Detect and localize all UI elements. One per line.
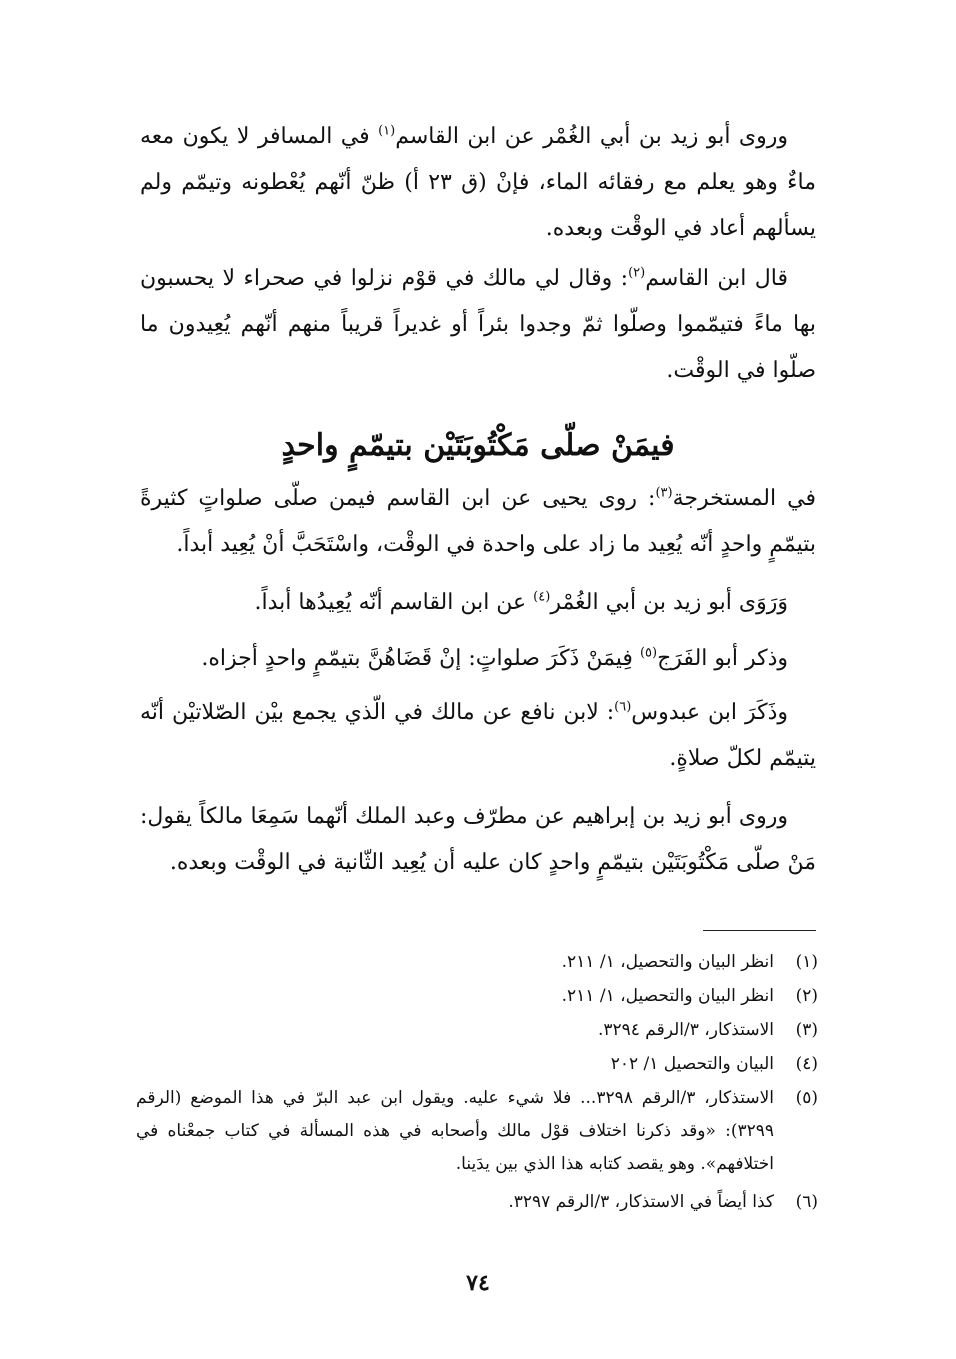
paragraph-5: وذكر أبو الفَرَج$^{(٥)}$ فِيمَنْ ذَكَرَ صلواتٍ: إنْ قَضَاهُنَّ بتيمّمٍ واحدٍ أجزاه. — [201, 645, 788, 671]
footnote-number: (٢) — [795, 986, 818, 1006]
footnote-text: كذا أيضاً في الاستذكار، ٣/الرقم ٣٢٩٧. — [508, 1192, 774, 1212]
footnote-number: (٥) — [795, 1088, 818, 1108]
footnote-text: البيان والتحصيل ١/ ٢٠٢ — [610, 1054, 774, 1074]
footnote-text: انظر البيان والتحصيل، ١/ ٢١١. — [561, 986, 774, 1006]
footnote-text: انظر البيان والتحصيل، ١/ ٢١١. — [561, 952, 774, 972]
footnote-text: الاستذكار، ٣/الرقم ٣٢٩٨... فلا شيء عليه. ويقول ابن عبد البرّ في هذا الموضع (الرقم ٣٢٩٩): «وقد ذكرنا اختلاف قوْل مالك وأصحابه في هذه المسألة في كتاب جمعْناه في اختلافهم». وهو يقصد كتابه هذا الذي بين يدَينا. — [136, 1088, 774, 1174]
footnote-ref-1[interactable]: (١) — [378, 123, 396, 139]
footnote-text: الاستذكار، ٣/الرقم ٣٢٩٤. — [597, 1020, 774, 1040]
footnote-number: (٣) — [795, 1020, 818, 1040]
footnote-4 — [136, 1048, 818, 1081]
paragraph-4: وَرَوَى أبو زيد بن أبي الغُمْر$^{(٤)}$ عن ابن القاسم أنّه يُعِيدُها أبداً. — [254, 589, 788, 615]
footnote-number: (٤) — [795, 1054, 818, 1074]
footnote-ref-6[interactable]: (٦) — [614, 699, 632, 715]
footnote-ref-2[interactable]: (٢) — [628, 265, 646, 281]
paragraph-2: قال ابن القاسم$^{(٢)}$: وقال لي مالك في قوْم نزلوا في صحراء لا يحسبون بها ماءً فتيمّموا وصلّوا ثمّ وجدوا بئراً أو غديراً قريباً منهم أنّهم يُعِيدون ما صلّوا في الوقْت. — [140, 265, 816, 383]
paragraph-1: وروى أبو زيد بن أبي الغُمْر عن ابن القاسم$^{(١)}$ في المسافر لا يكون معه ماءٌ وهو يعلم مع رفقائه الماء، فإنْ (ق ٢٣ أ) ظنّ أنّهم يُعْطونه وتيمّم ولم يسألهم أعاد في الوقْت وبعده. — [140, 123, 816, 241]
footnote-3 — [136, 1014, 818, 1047]
section-heading: فيمَنْ صلّى مَكْتُوبَتَيْن بتيمّمٍ واحدٍ — [281, 428, 675, 463]
paragraph-6: وذَكَرَ ابن عبدوس$^{(٦)}$: لابن نافع عن مالك في الّذي يجمع بيْن الصّلاتيْن أنّه يتيمّم لكلّ صلاةٍ. — [140, 699, 816, 771]
footnote-2 — [136, 980, 818, 1013]
footnote-divider — [703, 930, 816, 931]
footnote-number: (٦) — [795, 1192, 818, 1212]
footnote-5 — [136, 1082, 818, 1181]
footnote-ref-3[interactable]: (٣) — [655, 485, 673, 501]
footnote-number: (١) — [795, 952, 818, 972]
paragraph-3: في المستخرجة$^{(٣)}$: روى يحيى عن ابن القاسم فيمن صلّى صلواتٍ كثيرةً بتيمّمٍ واحدٍ أنّه يُعِيد ما زاد على واحدة في الوقْت، واسْتَحَبَّ أنْ يُعِيد أبداً. — [140, 485, 817, 557]
footnote-ref-5[interactable]: (٥) — [639, 645, 658, 661]
footnote-6 — [136, 1186, 818, 1219]
page-number: ٧٤ — [466, 1270, 490, 1296]
paragraph-7: وروى أبو زيد بن إبراهيم عن مطرّف وعبد الملك أنّهما سَمِعَا مالكاً يقول: مَنْ صلّى مَكْتُوبَتَيْن بتيمّمٍ واحدٍ كان عليه أن يُعِيد الثّانية في الوقْت وبعده. — [140, 804, 816, 875]
footnote-ref-4[interactable]: (٤) — [533, 589, 551, 605]
footnote-1 — [136, 946, 818, 979]
